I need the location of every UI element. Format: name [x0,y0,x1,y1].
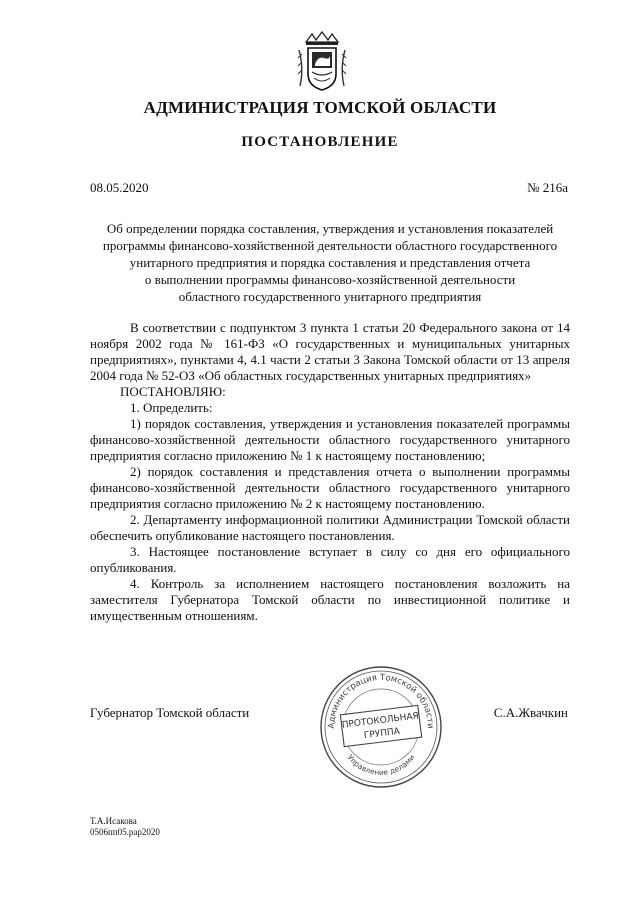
document-date: 08.05.2020 [90,180,149,195]
organization-title: АДМИНИСТРАЦИЯ ТОМСКОЙ ОБЛАСТИ [143,98,497,117]
document-footer [90,816,160,838]
clause-paragraph: 3. Настоящее постановление вступает в силу со дня его официального опубликования. [90,544,570,575]
clause-paragraph: 1) порядок составления, утверждения и установления показателей программы финансово-хозяйственной деятельности областного государственного унитарного предприятия согласно приложению № 1 к настоящему постановлению; [90,416,570,463]
subject-line: областного государственного унитарного предприятия [178,289,482,304]
coat-of-arms-emblem [296,30,348,94]
subject-line: Об определении порядка составления, утверждения и установления показателей [106,221,554,236]
document-type-heading: ПОСТАНОВЛЕНИЕ [241,134,399,150]
file-reference: 0506пп05.рар2020 [90,827,160,837]
signer-name: С.А.Жвачкин [493,705,568,720]
subject-line: унитарного предприятия и порядка составления и представления отчета [129,255,531,270]
document-subject [90,220,570,305]
clause-paragraph: 2. Департаменту информационной политики Администрации Томской области обеспечить опубликование настоящего постановления. [90,512,570,543]
stamp-ring-text: Администрация Томской области [326,672,436,729]
signer-title: Губернатор Томской области [90,705,250,720]
subject-line: о выполнении программы финансово-хозяйственной деятельности [144,272,516,287]
official-stamp [318,664,444,790]
document-body [90,320,570,624]
executor-name: Т.А.Исакова [90,816,137,826]
document-number: № 216а [527,180,568,195]
subject-line: программы финансово-хозяйственной деятельности областного государственного [102,238,558,253]
clause-paragraph: 1. Определить: [130,400,213,415]
decree-word: ПОСТАНОВЛЯЮ: [120,384,226,399]
clause-paragraph: 2) порядок составления и представления отчета о выполнении программы финансово-хозяйственной деятельности областного государственного унитарного предприятия согласно приложению № 2 к настоящему постановлению. [90,464,570,511]
clause-paragraph: 4. Контроль за исполнением настоящего постановления возложить на заместителя Губернатора Томской области по инвестиционной политике и имущественным отношениям. [90,576,570,623]
stamp-ring-text-bottom: Управление делами [345,752,417,778]
stamp-center-line-1: ПРОТОКОЛЬНАЯ [341,711,420,731]
preamble-paragraph: В соответствии с подпунктом 3 пункта 1 статьи 20 Федерального закона от 14 ноября 2002 года № 161-ФЗ «О государственных и муниципальных унитарных предприятиях», пунктами 4, 4.1 части 2 статьи 3 Закона Томской области от 13 апреля 2004 года № 52-ОЗ «Об областных государственных унитарных предприятиях» [90,320,570,383]
stamp-center-line-2: ГРУППА [363,726,401,742]
